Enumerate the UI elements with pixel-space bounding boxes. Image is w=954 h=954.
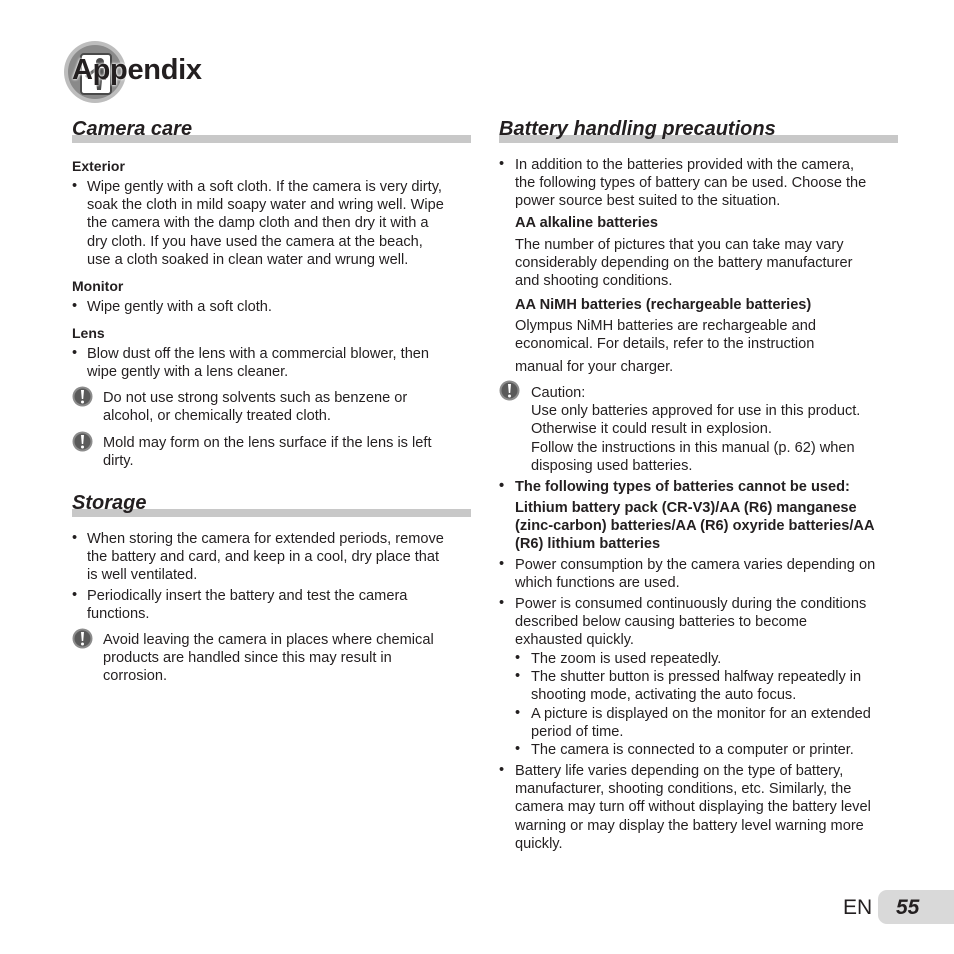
storage-text-1: When storing the camera for extended periods, remove the battery and card, and keep in a cool, dry place that is well ventilated. [87,531,444,584]
aa-nimh-text: Olympus NiMH batteries are rechargeable and economical. For details, refer to the instruction manual for your charger. [515,318,816,375]
sub-bullet: • [515,705,521,721]
exterior-text: Wipe gently with a soft cloth. If the camera is very dirty, soak the cloth in mild soapy water and wring well. Wipe the camera with the damp cloth and then dry it with a dry cloth. If you have used the camera at the beach, use a cloth soaked in clean water and wrung well. [87,179,444,268]
sub-bullet: • [515,741,521,757]
aa-alkaline-label: AA alkaline batteries [515,215,659,231]
battery-life-text: Battery life varies depending on the type of battery, manufacturer, shooting conditions, etc. Similarly, the camera may turn off without displaying the battery level warning or may display the battery level warning more quickly. [515,763,871,852]
subheading-lens: Lens [72,325,105,341]
sub-bullet-zoom: The zoom is used repeatedly. [531,651,722,667]
lens-text: Blow dust off the lens with a commercial blower, then wipe gently with a lens cleaner. [87,346,430,381]
cannot-use-list: Lithium battery pack (CR-V3)/AA (R6) manganese (zinc-carbon) batteries/AA (R6) oxyride batteries/AA (R6) lithium batteries [515,500,875,553]
bullet: • [72,530,78,546]
caution-icon [72,628,93,649]
page-title: Appendix [72,54,202,86]
sub-bullet: • [515,650,521,666]
battery-intro-text: In addition to the batteries provided with the camera, the following types of battery can be used. Choose the power source best suited to the situation. [515,157,867,210]
caution-text-solvents: Do not use strong solvents such as benzene or alcohol, or chemically treated cloth. [103,390,408,425]
caution-text-chemical: Avoid leaving the camera in places where chemical products are handled since this may result in corrosion. [103,632,434,685]
section-heading-battery: Battery handling precautions [499,118,776,140]
power-consumption-text: Power consumption by the camera varies depending on which functions are used. [515,557,876,592]
aa-nimh-label: AA NiMH batteries (rechargeable batteries) [515,297,812,313]
section-heading-storage: Storage [72,492,147,514]
language-label: EN [843,896,873,919]
battery-caution-text: Caution: Use only batteries approved for use in this product. Otherwise it could result in explosion. Follow the instructions in this manual (p. 62) when disposing used batteries. [531,385,861,474]
bullet: • [72,178,78,194]
bullet: • [499,556,505,572]
continuous-power-text: Power is consumed continuously during the conditions described below causing batteries to become exhausted quickly. [515,596,867,649]
caution-icon [72,386,93,407]
bullet: • [72,298,78,314]
caution-icon [499,380,520,401]
storage-text-2: Periodically insert the battery and test the camera functions. [87,588,408,623]
aa-alkaline-text: The number of pictures that you can take may vary considerably depending on the battery manufacturer and shooting conditions. [515,237,853,290]
subheading-exterior: Exterior [72,158,125,174]
subheading-monitor: Monitor [72,278,124,294]
sub-bullet: • [515,668,521,684]
cannot-use-label: The following types of batteries cannot be used: [515,479,850,495]
bullet: • [499,478,505,494]
section-heading-camera-care: Camera care [72,118,193,140]
bullet: • [499,595,505,611]
page-number: 55 [896,896,920,919]
sub-bullet-monitor: A picture is displayed on the monitor for an extended period of time. [531,706,871,741]
sub-bullet-computer: The camera is connected to a computer or printer. [531,742,854,758]
caution-icon [72,431,93,452]
bullet: • [499,762,505,778]
bullet: • [72,345,78,361]
sub-bullet-shutter: The shutter button is pressed halfway repeatedly in shooting mode, activating the auto focus. [531,669,862,704]
bullet: • [499,156,505,172]
caution-text-mold: Mold may form on the lens surface if the lens is left dirty. [103,435,432,470]
bullet: • [72,587,78,603]
monitor-text: Wipe gently with a soft cloth. [87,299,272,315]
